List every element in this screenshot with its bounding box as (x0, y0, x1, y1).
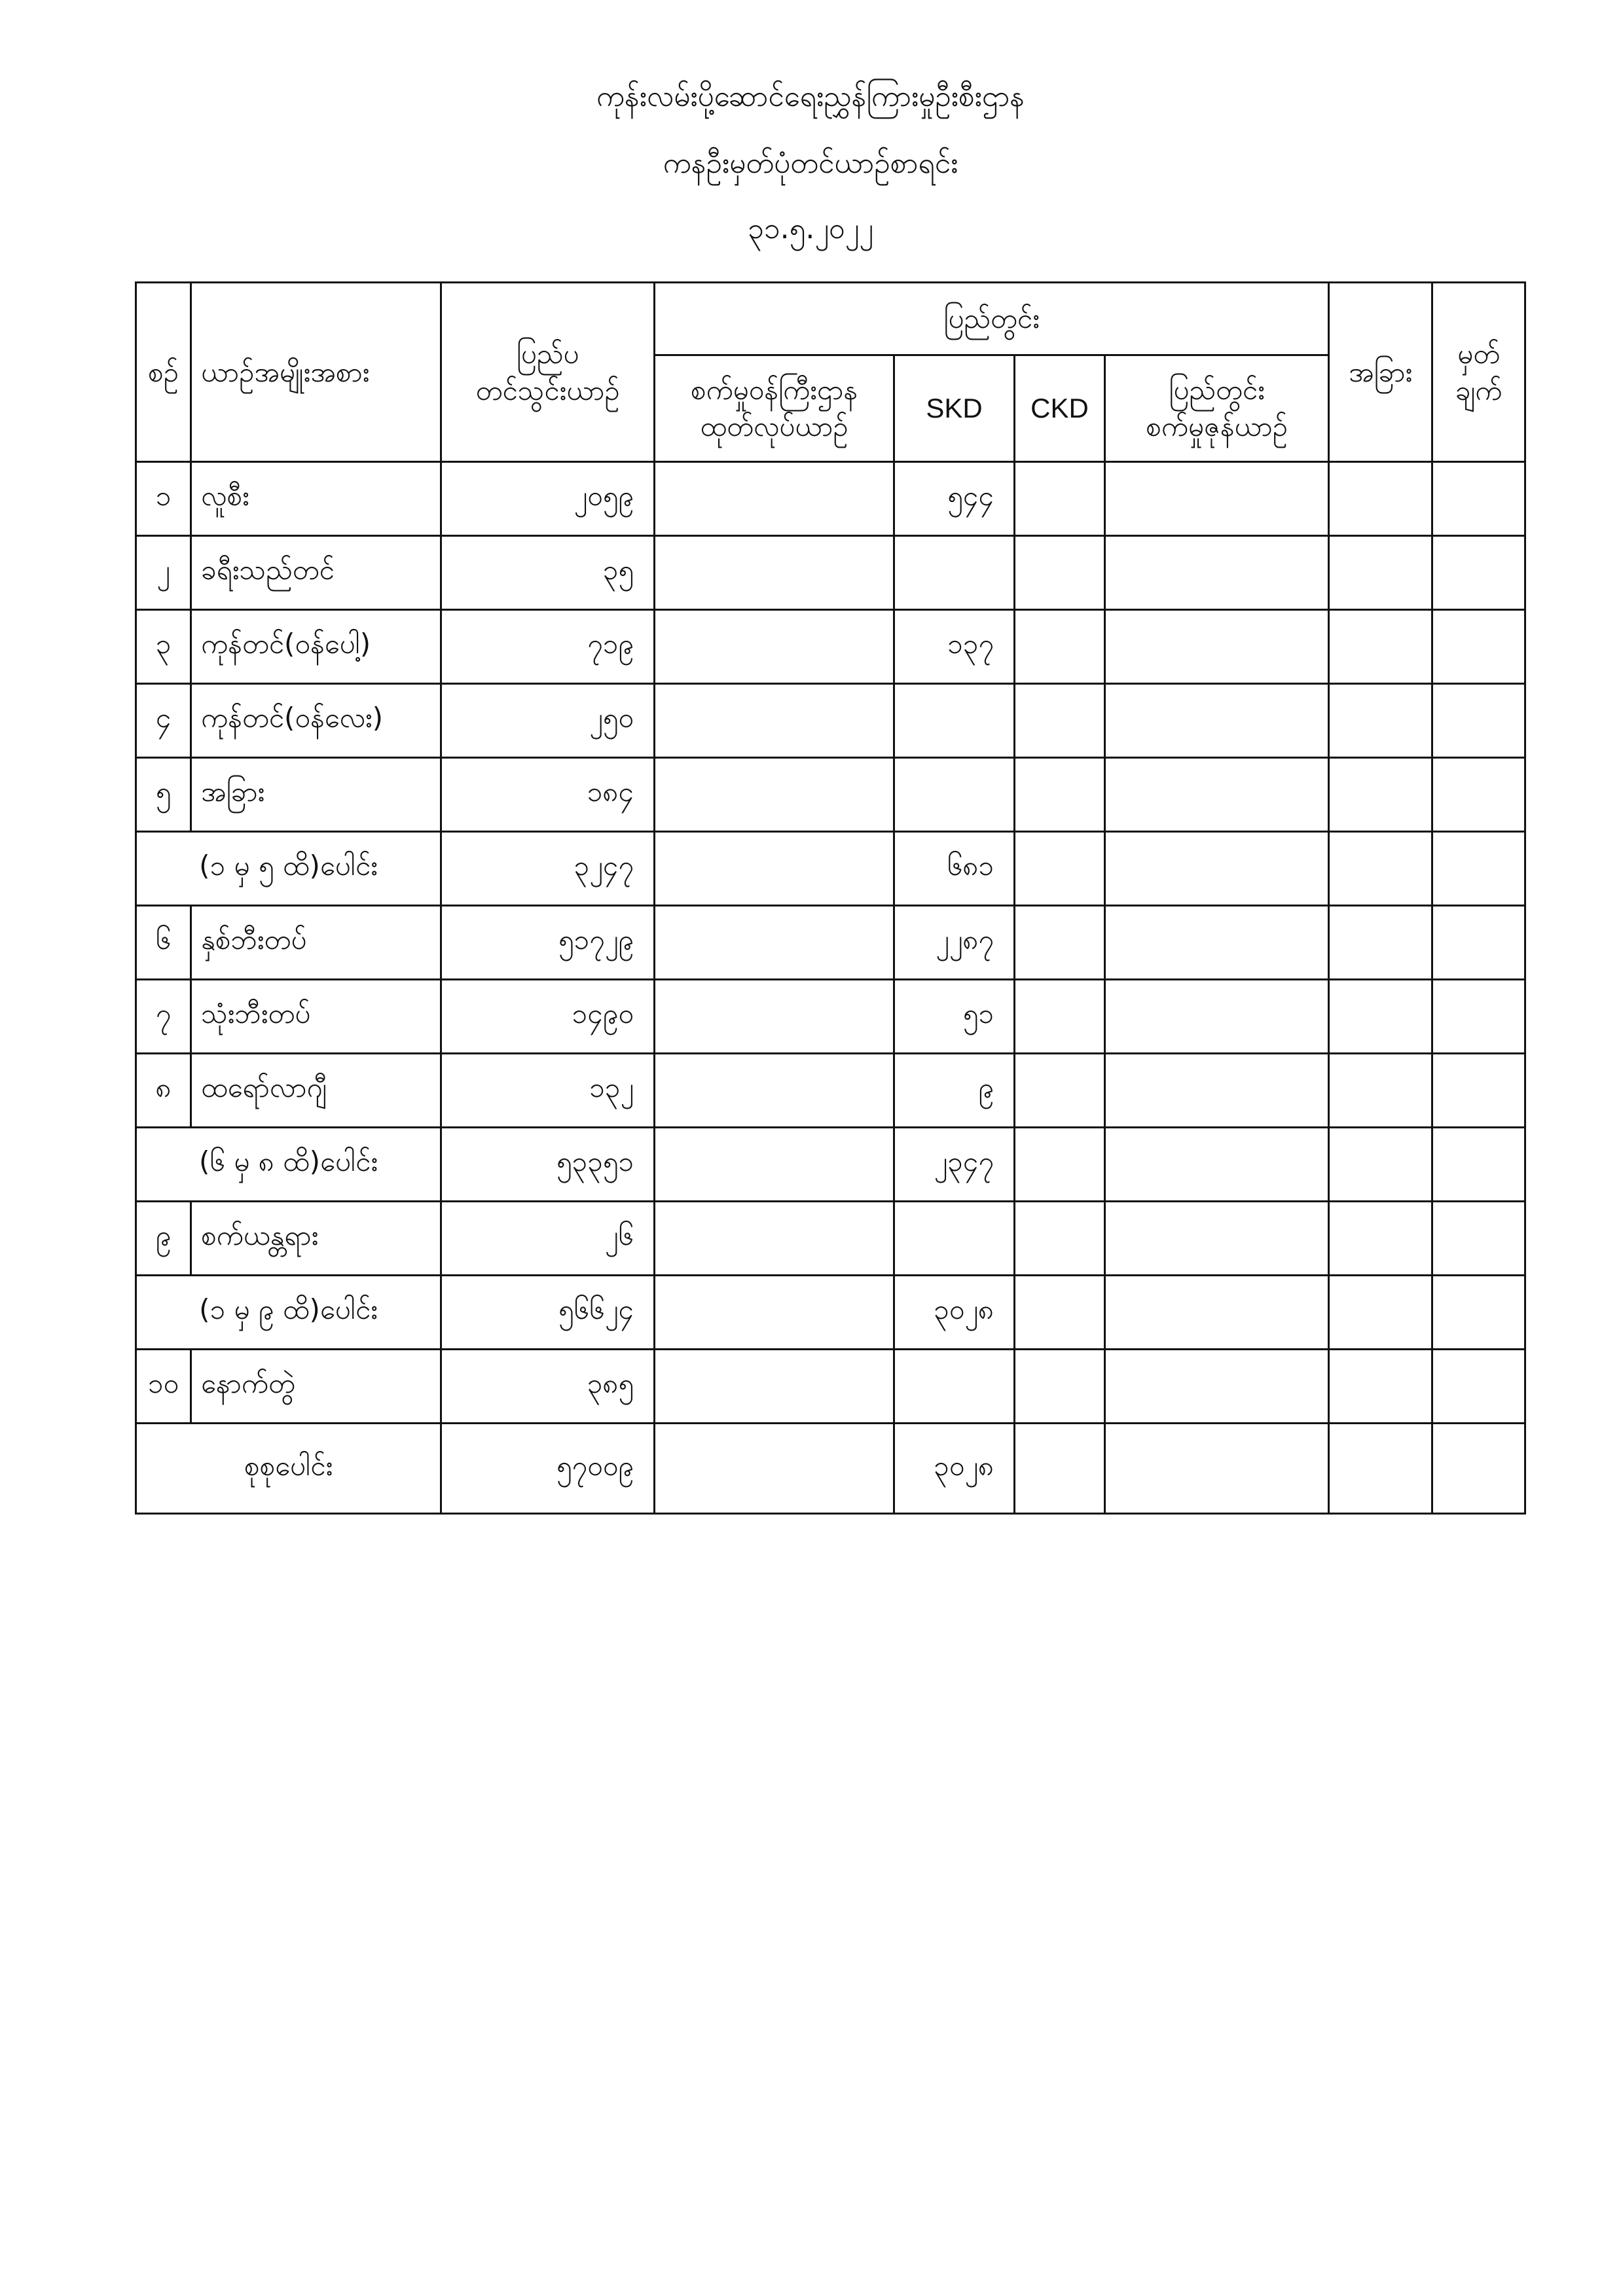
remark-cell (1432, 1054, 1525, 1128)
table-row (136, 758, 1525, 832)
other-count (1329, 610, 1432, 684)
local-assembled-count (1105, 832, 1329, 906)
local-assembled-count (1105, 1202, 1329, 1276)
table-row (136, 980, 1525, 1054)
remark-cell (1432, 980, 1525, 1054)
imported-count: ၂၅၀ (441, 684, 655, 758)
subtotal-label: (၁ မှ ၅ ထိ)ပေါင်း (136, 832, 441, 906)
skd-count: ၂၃၄၇ (894, 1128, 1015, 1202)
table-row (136, 1054, 1525, 1128)
remark-cell (1432, 1128, 1525, 1202)
row-number: ၆ (136, 906, 191, 980)
ckd-count (1015, 684, 1105, 758)
remark-cell (1432, 906, 1525, 980)
factory-count (655, 684, 894, 758)
local-assembled-count (1105, 906, 1329, 980)
factory-count (655, 906, 894, 980)
other-count (1329, 1054, 1432, 1128)
imported-count: ၁၈၄ (441, 758, 655, 832)
subtotal-row (136, 1276, 1525, 1350)
imported-count: ၂၆ (441, 1202, 655, 1276)
subtotal-row (136, 1128, 1525, 1202)
imported-count: ၃၅ (441, 536, 655, 610)
factory-count (655, 536, 894, 610)
row-number: ၂ (136, 536, 191, 610)
ckd-count (1015, 536, 1105, 610)
local-assembled-count (1105, 1350, 1329, 1424)
col-skd-header: SKD (894, 355, 1015, 462)
document-title: ကနဦးမှတ်ပုံတင်ယာဉ်စာရင်း (663, 147, 958, 180)
other-count (1329, 462, 1432, 536)
ckd-count (1015, 1054, 1105, 1128)
col-remark-header: မှတ် ချက် (1432, 283, 1525, 462)
grand-total-row (136, 1424, 1525, 1514)
col-other-header: အခြား (1329, 283, 1432, 462)
imported-count: ၅၁၇၂၉ (441, 906, 655, 980)
remark-cell (1432, 610, 1525, 684)
table-row (136, 906, 1525, 980)
other-count (1329, 684, 1432, 758)
remark-cell (1432, 462, 1525, 536)
skd-count: ၅၄၄ (894, 462, 1015, 536)
imported-count: ၃၈၅ (441, 1350, 655, 1424)
vehicle-type: စက်ယန္တရား (191, 1202, 441, 1276)
ckd-count (1015, 980, 1105, 1054)
remark-cell (1432, 1424, 1525, 1514)
subtotal-row (136, 832, 1525, 906)
remark-cell (1432, 1276, 1525, 1350)
local-assembled-count (1105, 610, 1329, 684)
factory-count (655, 1202, 894, 1276)
row-number: ၃ (136, 610, 191, 684)
remark-cell (1432, 758, 1525, 832)
col-imported-header: ပြည်ပ တင်သွင်းယာဉ် (441, 283, 655, 462)
table-row (136, 462, 1525, 536)
other-count (1329, 1202, 1432, 1276)
other-count (1329, 832, 1432, 906)
vehicle-type: နှစ်ဘီးတပ် (191, 906, 441, 980)
table-row (136, 610, 1525, 684)
factory-count (655, 832, 894, 906)
skd-count (894, 536, 1015, 610)
imported-count: ၁၄၉၀ (441, 980, 655, 1054)
other-count (1329, 980, 1432, 1054)
imported-count: ၅၃၃၅၁ (441, 1128, 655, 1202)
col-local-assembled-header: ပြည်တွင်း စက်မှုဇုန်ယာဉ် (1105, 355, 1329, 462)
remark-cell (1432, 1202, 1525, 1276)
ckd-count (1015, 906, 1105, 980)
row-number: ၈ (136, 1054, 191, 1128)
ministry-title: ကုန်းလမ်းပို့ဆောင်ရေးညွှန်ကြားမှုဦးစီးဌာန (596, 80, 1025, 113)
table-row (136, 1350, 1525, 1424)
table-row (136, 536, 1525, 610)
header-row-1 (136, 283, 1525, 355)
skd-count: ၃၀၂၈ (894, 1424, 1015, 1514)
local-assembled-count (1105, 1054, 1329, 1128)
other-count (1329, 1276, 1432, 1350)
subtotal-label: (၆ မှ ၈ ထိ)ပေါင်း (136, 1128, 441, 1202)
local-assembled-count (1105, 980, 1329, 1054)
other-count (1329, 1350, 1432, 1424)
table-row (136, 684, 1525, 758)
skd-count: ၃၀၂၈ (894, 1276, 1015, 1350)
skd-count: ၉ (894, 1054, 1015, 1128)
ckd-count (1015, 610, 1105, 684)
col-domestic-header: ပြည်တွင်း (655, 283, 1329, 355)
factory-count (655, 1276, 894, 1350)
imported-count: ၁၃၂ (441, 1054, 655, 1128)
ckd-count (1015, 1202, 1105, 1276)
remark-cell (1432, 684, 1525, 758)
vehicle-type: ထရော်လာဂျီ (191, 1054, 441, 1128)
factory-count (655, 1054, 894, 1128)
skd-count (894, 1350, 1015, 1424)
factory-count (655, 462, 894, 536)
vehicle-type: ကုန်တင်(ဝန်လေး) (191, 684, 441, 758)
table-row (136, 1202, 1525, 1276)
col-ckd-header: CKD (1015, 355, 1105, 462)
row-number: ၁၀ (136, 1350, 191, 1424)
vehicle-type: သုံးဘီးတပ် (191, 980, 441, 1054)
local-assembled-count (1105, 462, 1329, 536)
vehicle-type: နောက်တွဲ (191, 1350, 441, 1424)
other-count (1329, 1424, 1432, 1514)
factory-count (655, 1424, 894, 1514)
row-number: ၁ (136, 462, 191, 536)
document-date: ၃၁.၅.၂၀၂၂ (748, 212, 873, 245)
local-assembled-count (1105, 1276, 1329, 1350)
skd-count (894, 684, 1015, 758)
vehicle-type: ကုန်တင်(ဝန်ပေါ့) (191, 610, 441, 684)
row-number: ၅ (136, 758, 191, 832)
skd-count: ၂၂၈၇ (894, 906, 1015, 980)
ckd-count (1015, 1350, 1105, 1424)
imported-count: ၅၇၀၀၉ (441, 1424, 655, 1514)
imported-count: ၂၀၅၉ (441, 462, 655, 536)
skd-count: ၁၃၇ (894, 610, 1015, 684)
ckd-count (1015, 1128, 1105, 1202)
factory-count (655, 1350, 894, 1424)
subtotal-label: (၁ မှ ၉ ထိ)ပေါင်း (136, 1276, 441, 1350)
col-type-header: ယာဉ်အမျိုးအစား (191, 283, 441, 462)
skd-count (894, 1202, 1015, 1276)
other-count (1329, 758, 1432, 832)
col-factory-header: စက်မှုဝန်ကြီးဌာန ထုတ်လုပ်ယာဉ် (655, 355, 894, 462)
other-count (1329, 1128, 1432, 1202)
remark-cell (1432, 536, 1525, 610)
factory-count (655, 758, 894, 832)
row-number: ၉ (136, 1202, 191, 1276)
vehicle-type: အခြား (191, 758, 441, 832)
factory-count (655, 610, 894, 684)
local-assembled-count (1105, 1128, 1329, 1202)
local-assembled-count (1105, 758, 1329, 832)
vehicle-type: ခရီးသည်တင် (191, 536, 441, 610)
ckd-count (1015, 1424, 1105, 1514)
skd-count: ၅၁ (894, 980, 1015, 1054)
remark-cell (1432, 832, 1525, 906)
vehicle-type: လူစီး (191, 462, 441, 536)
skd-count: ၆၈၁ (894, 832, 1015, 906)
other-count (1329, 536, 1432, 610)
col-no-header: စဉ် (136, 283, 191, 462)
grand-total-label: စုစုပေါင်း (136, 1424, 441, 1514)
remark-cell (1432, 1350, 1525, 1424)
other-count (1329, 906, 1432, 980)
factory-count (655, 980, 894, 1054)
imported-count: ၅၆၆၂၄ (441, 1276, 655, 1350)
registration-table (135, 281, 1526, 1515)
ckd-count (1015, 1276, 1105, 1350)
local-assembled-count (1105, 536, 1329, 610)
skd-count (894, 758, 1015, 832)
ckd-count (1015, 758, 1105, 832)
ckd-count (1015, 832, 1105, 906)
row-number: ၄ (136, 684, 191, 758)
imported-count: ၇၁၉ (441, 610, 655, 684)
local-assembled-count (1105, 1424, 1329, 1514)
factory-count (655, 1128, 894, 1202)
row-number: ၇ (136, 980, 191, 1054)
ckd-count (1015, 462, 1105, 536)
imported-count: ၃၂၄၇ (441, 832, 655, 906)
local-assembled-count (1105, 684, 1329, 758)
